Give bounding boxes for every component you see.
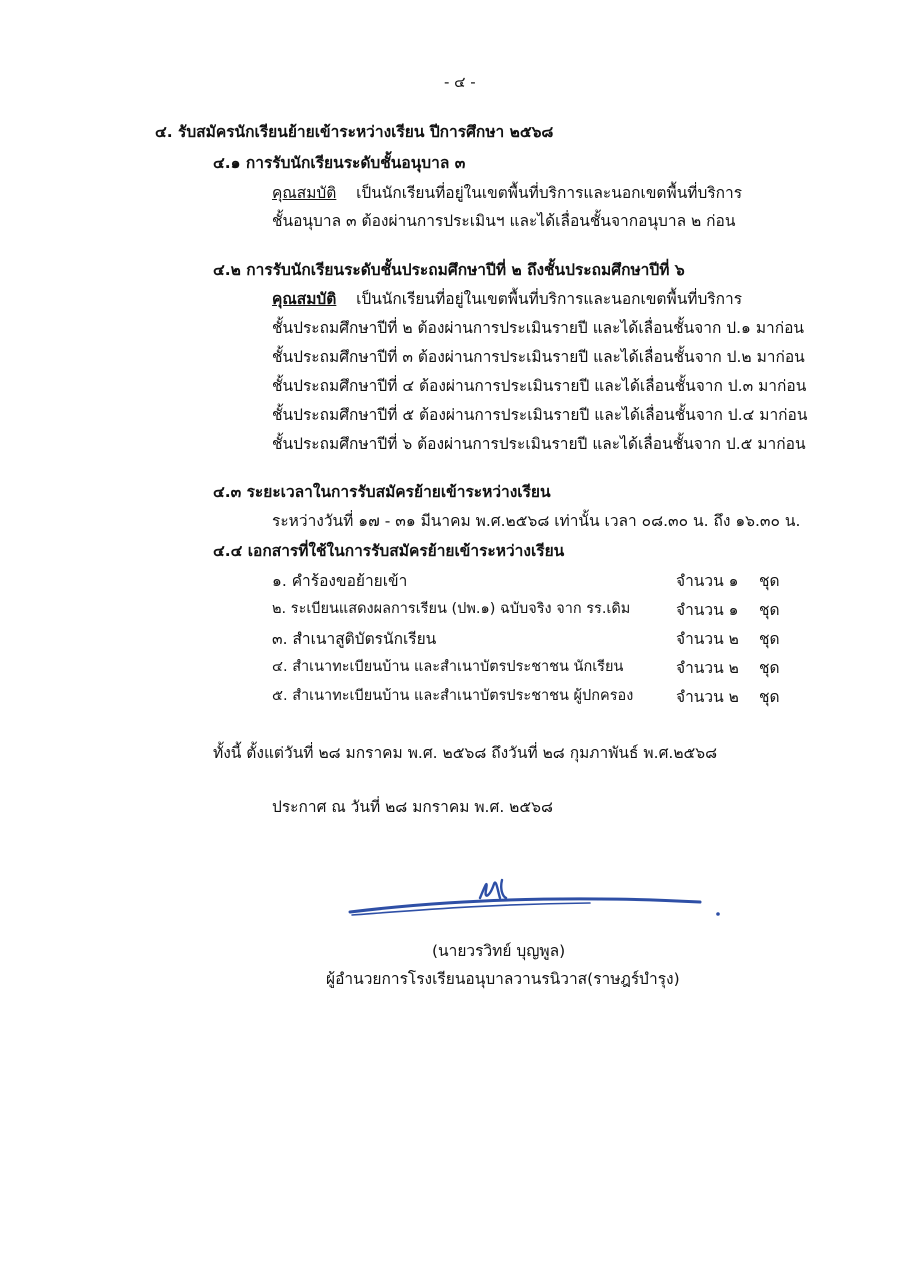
section-4-3-heading: ๔.๓ ระยะเวลาในการรับสมัครย้ายเข้าระหว่างเรียน: [213, 483, 551, 501]
announcement-date: ประกาศ ณ วันที่ ๒๘ มกราคม พ.ศ. ๒๕๖๘: [272, 798, 553, 816]
signer-position: ผู้อำนวยการโรงเรียนอนุบาลวานรนิวาส(ราษฎร์บำรุง): [326, 970, 680, 988]
qualification-text: เป็นนักเรียนที่อยู่ในเขตพื้นที่บริการและนอกเขตพื้นที่บริการ: [356, 184, 743, 202]
document-item: [272, 655, 784, 679]
document-item: [272, 684, 784, 708]
qualification-text: เป็นนักเรียนที่อยู่ในเขตพื้นที่บริการและนอกเขตพื้นที่บริการ: [356, 290, 743, 308]
document-desc: ๑. คำร้องขอย้ายเข้า: [272, 572, 408, 590]
document-amount: จำนวน ๒: [676, 630, 739, 648]
document-unit: ชุด: [759, 601, 780, 619]
document-desc: ๒. ระเบียนแสดงผลการเรียน (ปพ.๑) ฉบับจริง จาก รร.เดิม: [272, 601, 631, 617]
closing-statement: ทั้งนี้ ตั้งแต่วันที่ ๒๘ มกราคม พ.ศ. ๒๕๖๘ ถึงวันที่ ๒๘ กุมภาพันธ์ พ.ศ.๒๕๖๘: [213, 744, 718, 762]
section-4-2-heading: ๔.๒ การรับนักเรียนระดับชั้นประถมศึกษาปีที่ ๒ ถึงชั้นประถมศึกษาปีที่ ๖: [213, 261, 685, 279]
document-amount: จำนวน ๒: [676, 688, 739, 706]
section-4-3-period: ระหว่างวันที่ ๑๗ - ๓๑ มีนาคม พ.ศ.๒๕๖๘ เท่านั้น เวลา ๐๘.๓๐ น. ถึง ๑๖.๓๐ น.: [272, 512, 801, 530]
section-4-1-heading: ๔.๑ การรับนักเรียนระดับชั้นอนุบาล ๓: [213, 154, 466, 172]
document-amount: จำนวน ๒: [676, 659, 739, 677]
section-4-2-qualification: [272, 286, 742, 311]
signature-mark: [340, 868, 730, 928]
document-unit: ชุด: [759, 572, 780, 590]
grade-requirement-line: ชั้นประถมศึกษาปีที่ ๔ ต้องผ่านการประเมินรายปี และได้เลื่อนชั้นจาก ป.๓ มาก่อน: [272, 377, 807, 395]
document-desc: ๔. สำเนาทะเบียนบ้าน และสำเนาบัตรประชาชน นักเรียน: [272, 659, 624, 675]
document-unit: ชุด: [759, 630, 780, 648]
qualification-label: คุณสมบัติ: [272, 184, 337, 202]
section-4-1-qualification: [272, 180, 742, 205]
document-desc: ๓. สำเนาสูติบัตรนักเรียน: [272, 630, 437, 648]
grade-requirement-line: ชั้นประถมศึกษาปีที่ ๖ ต้องผ่านการประเมินรายปี และได้เลื่อนชั้นจาก ป.๕ มาก่อน: [272, 435, 806, 453]
document-desc: ๕. สำเนาทะเบียนบ้าน และสำเนาบัตรประชาชน ผู้ปกครอง: [272, 688, 634, 704]
document-item: [272, 568, 784, 592]
document-amount: จำนวน ๑: [676, 601, 739, 619]
page-number: - ๔ -: [444, 73, 476, 91]
grade-requirement-line: ชั้นประถมศึกษาปีที่ ๒ ต้องผ่านการประเมินรายปี และได้เลื่อนชั้นจาก ป.๑ มาก่อน: [272, 319, 805, 337]
grade-requirement-line: ชั้นประถมศึกษาปีที่ ๕ ต้องผ่านการประเมินรายปี และได้เลื่อนชั้นจาก ป.๔ มาก่อน: [272, 406, 808, 424]
document-amount: จำนวน ๑: [676, 572, 739, 590]
grade-requirement-line: ชั้นประถมศึกษาปีที่ ๓ ต้องผ่านการประเมินรายปี และได้เลื่อนชั้นจาก ป.๒ มาก่อน: [272, 348, 805, 366]
document-item: [272, 597, 784, 621]
qualification-label: คุณสมบัติ: [272, 290, 337, 308]
document-item: [272, 626, 784, 650]
document-unit: ชุด: [759, 688, 780, 706]
section-4-heading: ๔. รับสมัครนักเรียนย้ายเข้าระหว่างเรียน ปีการศึกษา ๒๕๖๘: [155, 123, 554, 141]
section-4-4-heading: ๔.๔ เอกสารที่ใช้ในการรับสมัครย้ายเข้าระหว่างเรียน: [213, 542, 565, 560]
section-4-1-line: ชั้นอนุบาล ๓ ต้องผ่านการประเมินฯ และได้เลื่อนชั้นจากอนุบาล ๒ ก่อน: [272, 212, 736, 230]
signer-name: (นายวรวิทย์ บุญพูล): [432, 942, 566, 960]
document-unit: ชุด: [759, 659, 780, 677]
